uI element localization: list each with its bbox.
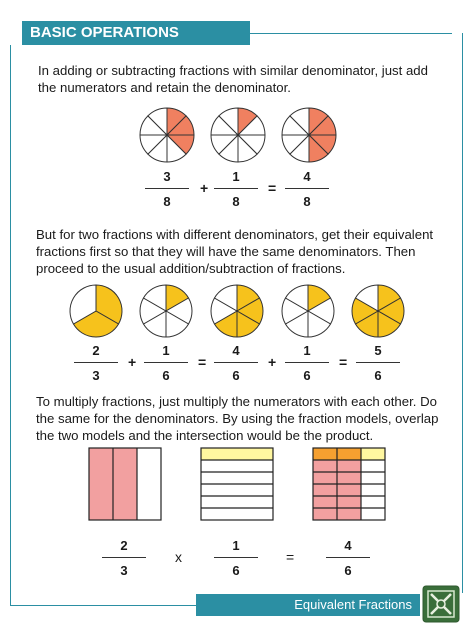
numerator: 3 — [163, 169, 171, 184]
circle-model-4-of-8 — [280, 106, 338, 164]
fraction-4-6 — [214, 342, 258, 384]
fraction-bar — [214, 362, 258, 363]
denominator: 6 — [344, 563, 352, 578]
logo-icon — [422, 585, 460, 623]
circle-model — [211, 108, 265, 162]
numerator: 1 — [232, 169, 240, 184]
fraction-2-3-mult — [102, 537, 146, 579]
circle-model — [282, 108, 336, 162]
header-rule — [250, 33, 452, 34]
circle-model — [352, 285, 404, 337]
fraction-bar — [214, 557, 258, 558]
fraction-bar — [214, 188, 258, 189]
fraction-1-6-mult — [214, 537, 258, 579]
denominator: 8 — [232, 194, 240, 209]
plus-sign: + — [128, 354, 137, 370]
fraction-3-8 — [145, 168, 189, 210]
fraction-bar — [285, 188, 329, 189]
paragraph-addition-same: In adding or subtracting fractions with similar denominator, just add the numerators and retain the denominator. — [38, 63, 428, 95]
equals-sign: = — [198, 354, 207, 370]
denominator: 8 — [303, 194, 311, 209]
area-model-sixths — [200, 447, 274, 521]
frame-right-rule — [462, 33, 463, 593]
numerator: 1 — [232, 538, 240, 553]
shaded-row — [201, 448, 273, 460]
denominator: 6 — [374, 368, 382, 383]
area-model-product — [312, 447, 386, 521]
denominator: 3 — [120, 563, 128, 578]
footer-banner — [196, 594, 420, 616]
fraction-1-6-b — [285, 342, 329, 384]
numerator: 5 — [374, 343, 382, 358]
numerator: 4 — [344, 538, 352, 553]
fraction-bar — [102, 557, 146, 558]
fraction-bar — [145, 188, 189, 189]
numerator: 2 — [120, 538, 128, 553]
fraction-4-8 — [285, 168, 329, 210]
fraction-1-8 — [214, 168, 258, 210]
numerator: 1 — [303, 343, 311, 358]
circle-model-3-of-8 — [138, 106, 196, 164]
equals-sign: = — [268, 180, 277, 196]
section-header — [22, 21, 250, 45]
circle-model-1-of-6 — [138, 283, 194, 339]
denominator: 6 — [303, 368, 311, 383]
times-sign: x — [175, 549, 182, 565]
numerator: 4 — [303, 169, 311, 184]
circle-model — [211, 285, 263, 337]
equals-sign: = — [339, 354, 348, 370]
section-title: BASIC OPERATIONS — [30, 24, 179, 41]
plus-sign: + — [268, 354, 277, 370]
paragraph-multiplication: To multiply fractions, just multiply the numerators with each other. Do the same for the denominators. By using the fraction models, overlap the two models and the intersection would be the product. — [36, 394, 439, 443]
fraction-bar — [285, 362, 329, 363]
shaded-column — [113, 448, 137, 520]
circle-model — [70, 285, 122, 337]
circle-model-1-of-8 — [209, 106, 267, 164]
circle-model-5-of-6 — [350, 283, 406, 339]
denominator: 6 — [232, 563, 240, 578]
circle-model — [282, 285, 334, 337]
numerator: 1 — [162, 343, 170, 358]
circle-model-2-of-3 — [68, 283, 124, 339]
fraction-1-6 — [144, 342, 188, 384]
denominator: 3 — [92, 368, 100, 383]
fraction-2-3 — [74, 342, 118, 384]
circle-model — [140, 108, 194, 162]
fraction-bar — [356, 362, 400, 363]
fraction-bar — [326, 557, 370, 558]
numerator: 4 — [232, 343, 240, 358]
fraction-4-6-mult — [326, 537, 370, 579]
paragraph-addition-different: But for two fractions with different denominators, get their equivalent fractions first so that they will have the same denominators. Then proceed to the usual addition/subtraction of fractions. — [36, 227, 434, 276]
footer-label: Equivalent Fractions — [294, 597, 412, 612]
shaded-column — [89, 448, 113, 520]
fraction-bar — [74, 362, 118, 363]
denominator: 6 — [162, 368, 170, 383]
fraction-bar — [144, 362, 188, 363]
denominator: 6 — [232, 368, 240, 383]
circle-model — [140, 285, 192, 337]
footer-rule — [10, 605, 196, 606]
area-model-thirds — [88, 447, 162, 521]
fraction-5-6 — [356, 342, 400, 384]
denominator: 8 — [163, 194, 171, 209]
shaded-row — [361, 448, 385, 460]
frame-left-rule — [10, 45, 11, 605]
equals-sign: = — [286, 549, 295, 565]
numerator: 2 — [92, 343, 100, 358]
circle-model-4-of-6 — [209, 283, 265, 339]
circle-model-1-of-6-b — [280, 283, 336, 339]
plus-sign: + — [200, 180, 209, 196]
